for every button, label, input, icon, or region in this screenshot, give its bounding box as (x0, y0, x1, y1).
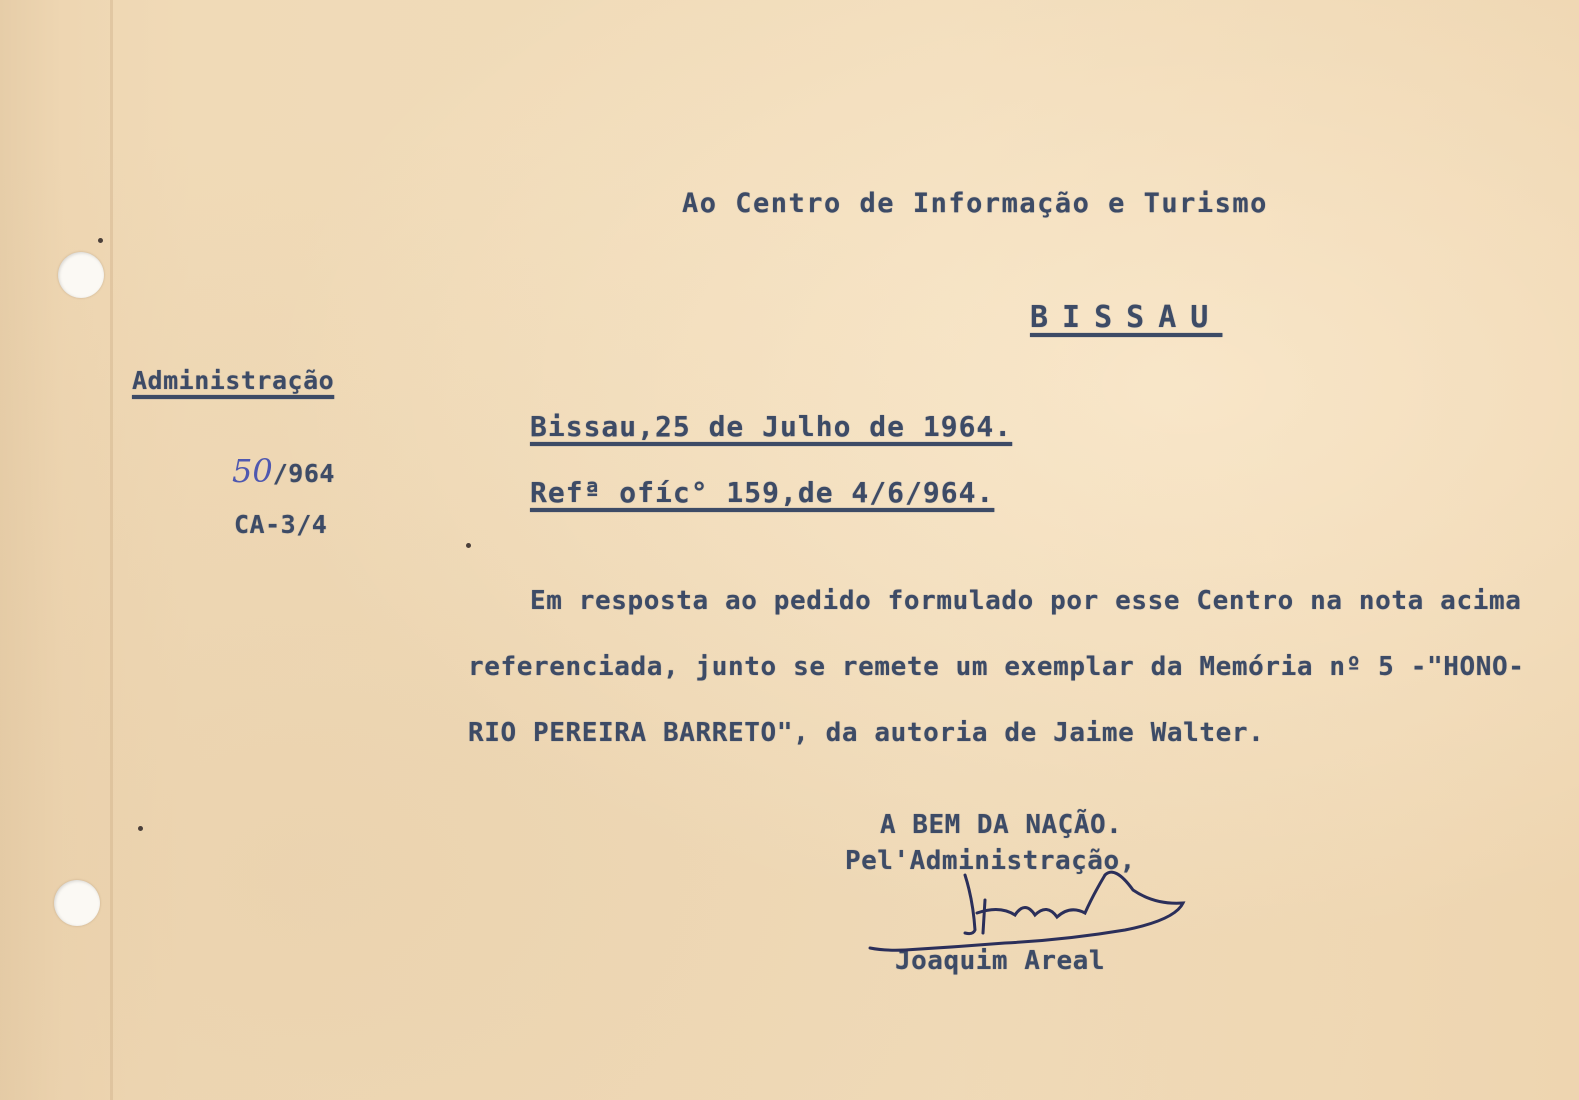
handwritten-number: 50 (232, 452, 273, 490)
closing-salutation: A BEM DA NAÇÃO. (880, 810, 1123, 840)
closing-on-behalf: Pel'Administração, (845, 846, 1136, 876)
reference-line: Refª ofíc° 159,de 4/6/964. (530, 476, 995, 509)
body-line-2: referenciada, junto se remete um exemplar da Memória nº 5 -"HONO- (468, 652, 1525, 682)
date-line: Bissau,25 de Julho de 1964. (530, 410, 1013, 443)
reference-number (232, 452, 335, 490)
body-line-3: RIO PEREIRA BARRETO", da autoria de Jaime Walter. (468, 718, 1265, 748)
addressee-city: BISSAU (1030, 300, 1223, 335)
ink-speck (466, 543, 471, 548)
ink-speck (138, 826, 143, 831)
file-code: CA-3/4 (234, 510, 328, 539)
signatory-name: Joaquim Areal (895, 946, 1105, 976)
body-line-1: Em resposta ao pedido formulado por esse Centro na nota acima (530, 586, 1522, 616)
paper-fold-line (110, 0, 113, 1100)
ink-speck (98, 238, 103, 243)
punch-hole-bottom (54, 880, 100, 926)
handwritten-signature (865, 855, 1195, 965)
letter-body (468, 568, 1548, 766)
sender-office: Administração (132, 366, 335, 395)
number-year: /964 (272, 459, 335, 488)
addressee-line: Ao Centro de Informação e Turismo (682, 188, 1268, 219)
punch-hole-top (58, 252, 104, 298)
